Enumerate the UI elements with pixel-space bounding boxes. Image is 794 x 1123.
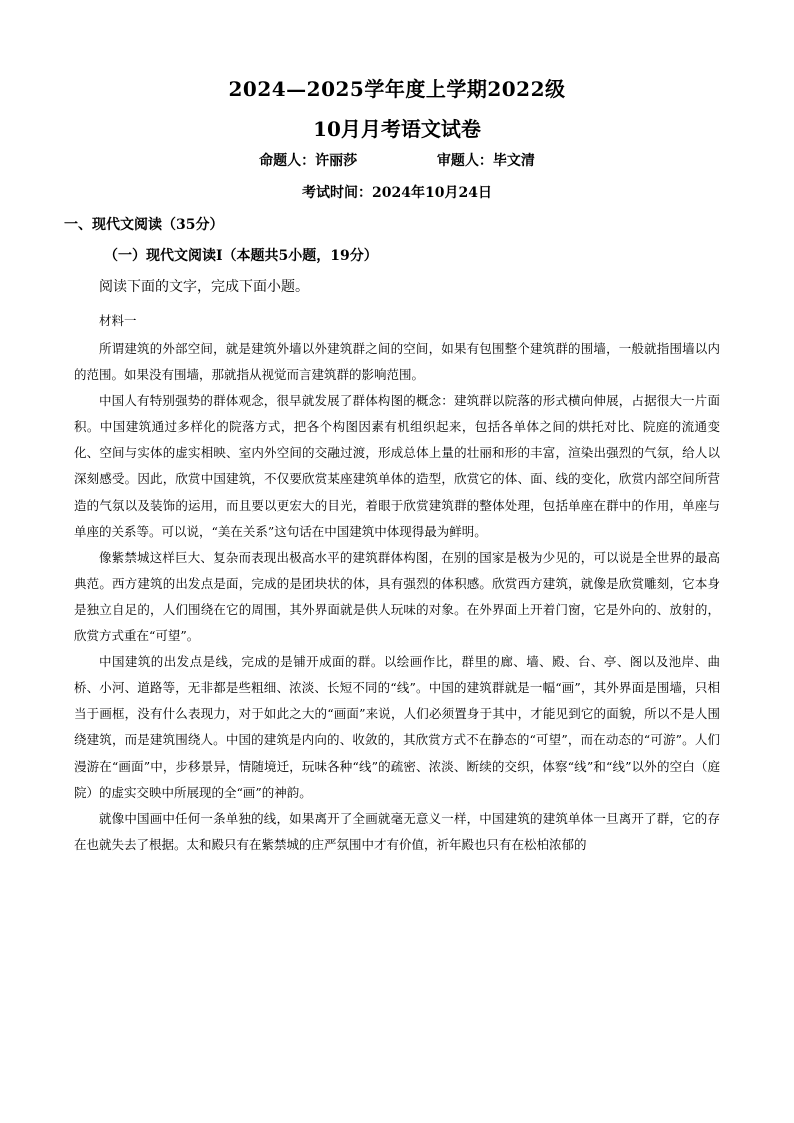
authors-line [0, 150, 794, 170]
reading-instruction: 阅读下面的文字，完成下面小题。 [99, 279, 309, 295]
exam-title-line2: 10月月考语文试卷 [313, 117, 481, 141]
passage-paragraph: 中国建筑的出发点是线，完成的是铺开成面的群。以绘画作比，群里的廊、墙、殿、台、亭、阁以及池岸、曲桥、小河、道路等，无非都是些粗细、浓淡、长短不同的“线”。中国的建筑群就是一幅“画”，其外界面是围墙，只相当于画框，没有什么表现力，对于如此之大的“画面”来说，人们必须置身于其中，才能见到它的面貌，所以不是人围绕建筑，而是建筑围绕人。中国的建筑是内向的、收敛的，其欣赏方式不在静态的“可望”，而在动态的“可游”。人们漫游在“画面”中，步移景异，情随境迁，玩味各种“线”的疏密、浓淡、断续的交织，体察“线”和“线”以外的空白（庭院）的虚实交映中所展现的全“画”的神韵。 [74, 654, 720, 800]
passage-paragraph: 就像中国画中任何一条单独的线，如果离开了全画就毫无意义一样，中国建筑的建筑单体一旦离开了群，它的存在也就失去了根据。太和殿只有在紫禁城的庄严氛围中才有价值，祈年殿也只有在松柏浓郁的 [74, 810, 720, 852]
subsection-heading: （一）现代文阅读Ⅰ（本题共5小题，19分） [104, 248, 378, 264]
question-reviewer: 审题人：毕文清 [436, 153, 535, 169]
section-heading: 一、现代文阅读（35分） [64, 217, 224, 233]
exam-time: 考试时间：2024年10月24日 [302, 185, 492, 201]
passage-body [74, 336, 720, 858]
passage-paragraph: 像紫禁城这样巨大、复杂而表现出极高水平的建筑群体构图，在别的国家是极为少见的，可以说是全世界的最高典范。西方建筑的出发点是面，完成的是团块状的体，具有强烈的体积感。欣赏西方建筑，就像是欣赏雕刻，它本身是独立自足的，人们围绕在它的周围，其外界面就是供人玩味的对象。在外界面上开着门窗，它是外向的、放射的，欣赏方式重在“可望”。 [74, 549, 720, 644]
passage-paragraph: 中国人有特别强势的群体观念，很早就发展了群体构图的概念：建筑群以院落的形式横向伸展，占据很大一片面积。中国建筑通过多样化的院落方式，把各个构图因素有机组织起来，包括各单体之间的烘托对比、院庭的流通变化、空间与实体的虚实相映、室内外空间的交融过渡，形成总体上量的壮丽和形的丰富，渲染出强烈的气氛，给人以深刻感受。因此，欣赏中国建筑，不仅要欣赏某座建筑单体的造型，欣赏它的体、面、线的变化，欣赏内部空间所营造的气氛以及装饰的运用，而且要以更宏大的目光，着眼于欣赏建筑群的整体处理，包括单座在群中的作用，单座与单座的关系等。可以说，“美在关系”这句话在中国建筑中体现得最为鲜明。 [74, 393, 720, 539]
material-label: 材料一 [99, 313, 137, 328]
question-setter: 命题人：许丽莎 [259, 153, 358, 169]
exam-title-line1: 2024—2025学年度上学期2022级 [228, 77, 566, 101]
passage-paragraph: 所谓建筑的外部空间，就是建筑外墙以外建筑群之间的空间，如果有包围整个建筑群的围墙，一般就指围墙以内的范围。如果没有围墙，那就指从视觉而言建筑群的影响范围。 [74, 341, 720, 383]
